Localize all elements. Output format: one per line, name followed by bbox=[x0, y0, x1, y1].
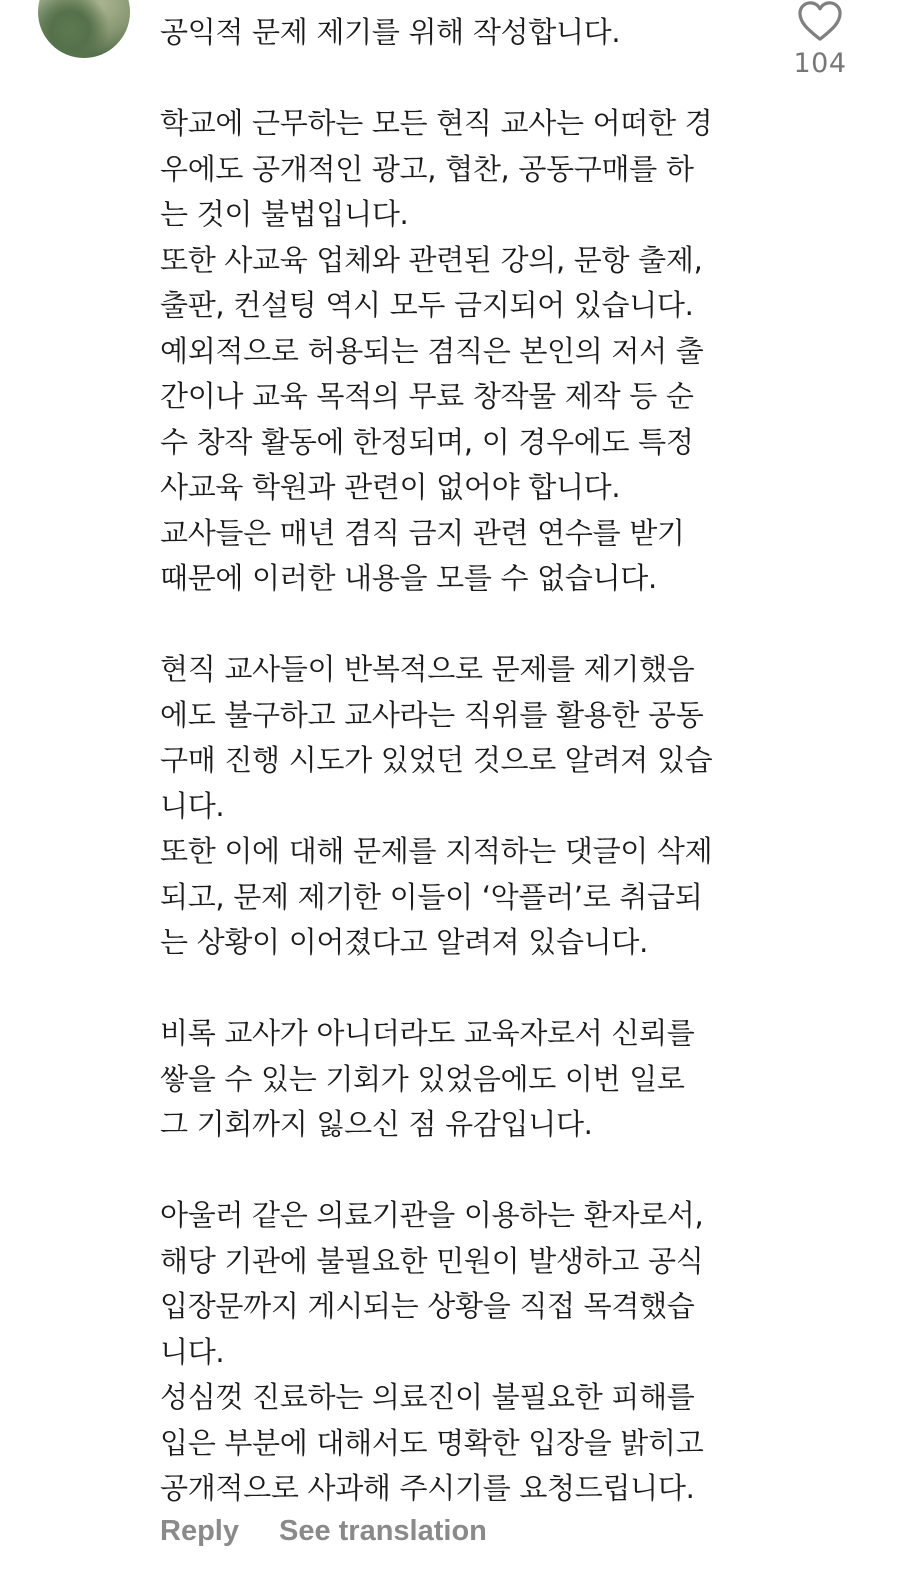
see-translation-button[interactable]: See translation bbox=[278, 1515, 487, 1547]
comment-paragraph: 학교에 근무하는 모든 현직 교사는 어떠한 경 우에도 공개적인 광고, 협찬, 공동구매를 하 는 것이 불법입니다. 또한 사교육 업체와 관련된 강의, 문항 출제, 출판, 컨설팅 역시 모두 금지되어 있습니다. 예외적으로 허용되는 겸직은 본인의 저서 출 간이나 교육 목적의 무료 창작물 제작 등 순 수 창작 활동에 한정되며, 이 경우에도 특정 사교육 학원과 관련이 없어야 합니다. 교사들은 매년 겸직 금지 관련 연수를 받기 때문에 이러한 내용을 모를 수 없습니다. bbox=[160, 106, 713, 595]
comment-actions bbox=[160, 1515, 487, 1548]
heart-outline-icon[interactable] bbox=[797, 0, 843, 42]
like-button[interactable] bbox=[790, 0, 850, 79]
comment-body bbox=[160, 10, 760, 1512]
comment-paragraph: 현직 교사들이 반복적으로 문제를 제기했음 에도 불구하고 교사라는 직위를 활용한 공동 구매 진행 시도가 있었던 것으로 알려져 있습 니다. 또한 이에 대해 문제를 지적하는 댓글이 삭제 되고, 문제 제기한 이들이 ‘악플러’로 취급되 는 상황이 이어졌다고 알려져 있습니다. bbox=[160, 652, 713, 959]
like-count: 104 bbox=[793, 48, 847, 79]
avatar[interactable] bbox=[38, 0, 130, 58]
comment-paragraph: 비록 교사가 아니더라도 교육자로서 신뢰를 쌓을 수 있는 기회가 있었음에도 이번 일로 그 기회까지 잃으신 점 유감입니다. bbox=[160, 1016, 695, 1141]
comment-paragraph: 공익적 문제 제기를 위해 작성합니다. bbox=[160, 15, 621, 49]
reply-button[interactable]: Reply bbox=[160, 1515, 239, 1547]
comment-paragraph: 아울러 같은 의료기관을 이용하는 환자로서, 해당 기관에 불필요한 민원이 발생하고 공식 입장문까지 게시되는 상황을 직접 목격했습 니다. 성심껏 진료하는 의료진이 불필요한 피해를 입은 부분에 대해서도 명확한 입장을 밝히고 공개적으로 사과해 주시기를 요청드립니다. bbox=[160, 1198, 704, 1505]
